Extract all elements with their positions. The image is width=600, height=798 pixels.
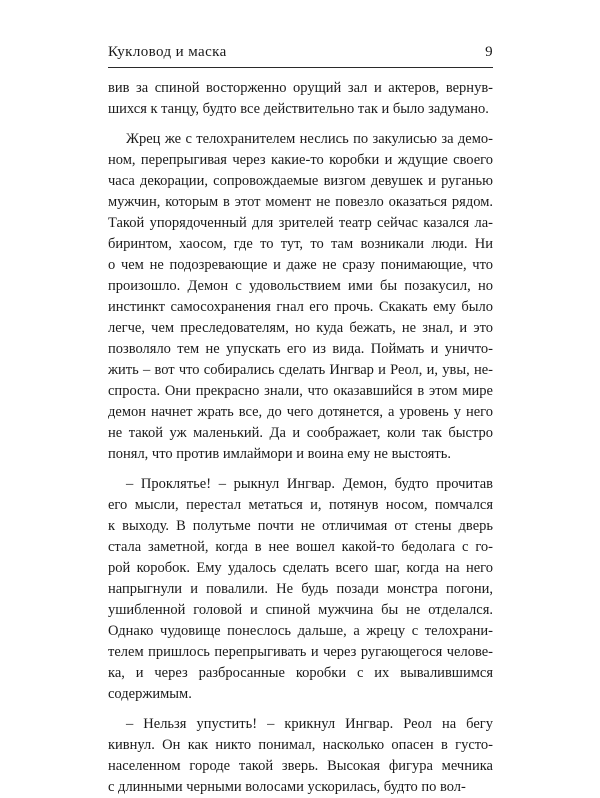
text-line: шихся к танцу, будто все действительно так и было задумано. [108,101,489,117]
text-line: ном, перепрыгивая через какие-то коробки и ждущие своего [108,152,493,168]
text-line: понял, что против имлаймори и воина ему не выстоять. [108,446,451,462]
paragraph [108,714,493,798]
text-line: рой коробок. Ему удалось сделать всего шаг, когда на него [108,560,493,576]
text-line: – Нельзя упустить! – крикнул Ингвар. Реол на бегу [126,716,493,732]
text-line: позволяло тем не упускать его из вида. Поймать и уничто- [108,341,493,357]
paragraph-gap [108,120,493,129]
text-line: инстинкт самосохранения гнал его прочь. Скакать ему было [108,299,493,315]
paragraph-gap [108,465,493,474]
text-line: спроста. Они прекрасно знали, что оказавшийся в этом мире [108,383,493,399]
text-line: стала заметной, когда в нее вошел какой-то бедолага с го- [108,539,493,555]
text-line: вив за спиной восторженно орущий зал и актеров, вернув- [108,80,493,96]
text-line: Жрец же с телохранителем неслись по закулисью за демо- [126,131,493,147]
running-title: Кукловод и маска [108,44,227,60]
text-line: содержимым. [108,686,192,702]
header-rule [108,67,493,68]
text-line: о чем не подозревающие и даже не сразу понимающие, что [108,257,493,273]
text-line: – Проклятье! – рыкнул Ингвар. Демон, будто прочитав [126,476,493,492]
text-line: напрыгнули и повалили. Не будь позади монстра погони, [108,581,493,597]
text-line: кивнул. Он как никто понимал, насколько опасен в густо- [108,737,493,753]
text-line: биринтом, хаосом, где то тут, то там возникали люди. Ни [108,236,493,252]
body-text [108,78,493,798]
paragraph [108,129,493,465]
text-line: к выходу. В полутьме почти не отличимая от стены дверь [108,518,493,534]
text-line: населенном городе такой зверь. Высокая фигура мечника [108,758,493,774]
text-line: произошло. Демон с удовольствием ими бы позакусил, но [108,278,493,294]
running-header [108,40,493,64]
text-line: Однако чудовище понеслось дальше, а жрецу с телохрани- [108,623,493,639]
text-line: ка, и через разбросанные коробки с их вывалившимся [108,665,493,681]
text-line: с длинными черными волосами ускорилась, будто по вол- [108,779,466,795]
text-line: его мысли, перестал метаться и, потянув носом, помчался [108,497,493,513]
text-line: демон начнет жрать все, до чего дотянется, а уровень у него [108,404,493,420]
text-line: телем пришлось перепрыгивать и через ругающегося челове- [108,644,493,660]
paragraph [108,474,493,705]
text-line: жить – вот что собирались сделать Ингвар и Реол, и, увы, не- [108,362,493,378]
page-number: 9 [485,44,493,60]
text-line: мужчин, которым в этот момент не повезло оказаться рядом. [108,194,493,210]
paragraph [108,78,493,120]
text-line: ушибленной головой и спиной мужчина бы не отделался. [108,602,493,618]
text-line: не такой уж маленький. Да и соображает, коли так быстро [108,425,493,441]
text-line: Такой упорядоченный для зрителей театр сейчас казался ла- [108,215,493,231]
text-line: легче, чем преследователям, но куда бежать, не знал, и это [108,320,493,336]
paragraph-gap [108,705,493,714]
text-line: часа декорации, сопровождаемые визгом девушек и руганью [108,173,493,189]
